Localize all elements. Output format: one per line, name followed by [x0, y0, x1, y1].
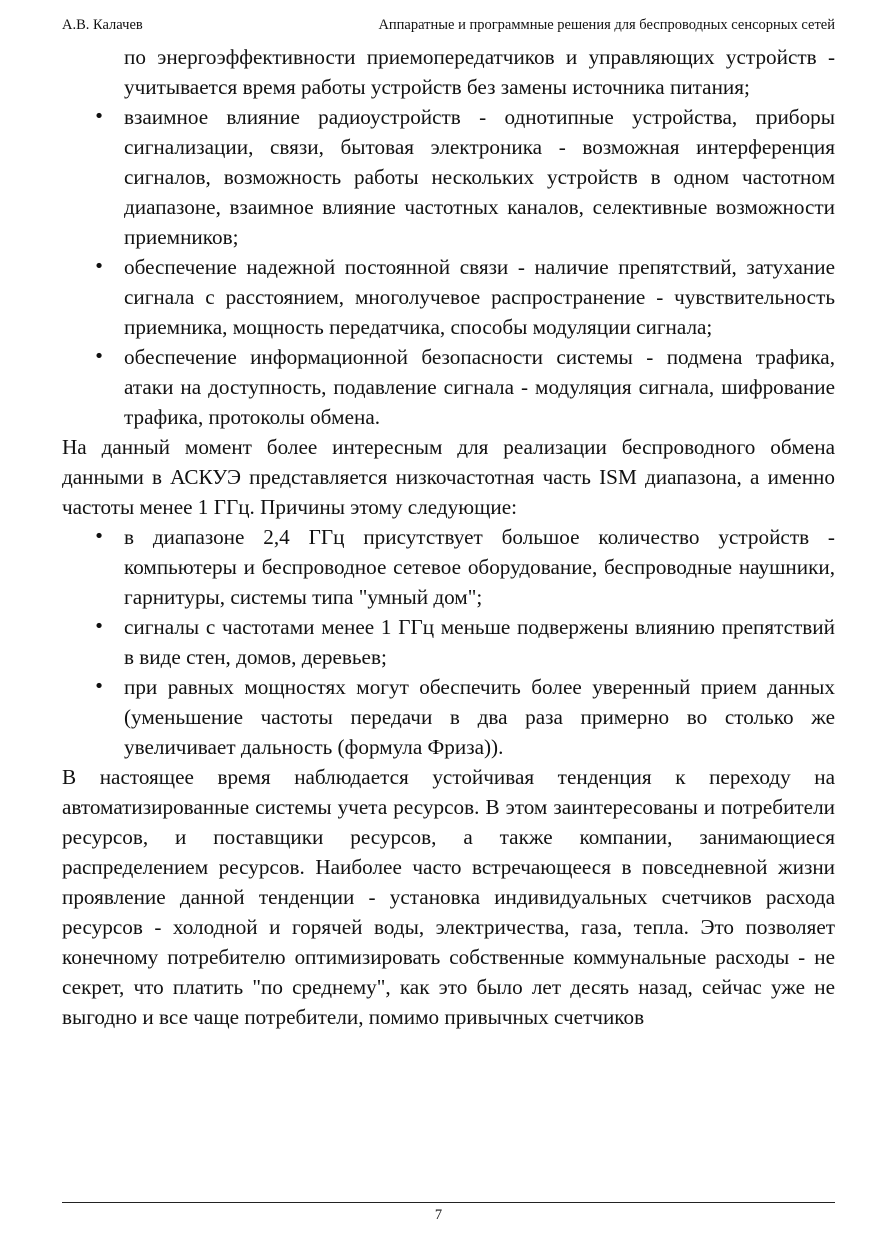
bullet-icon: •	[93, 256, 105, 277]
list-item	[93, 252, 835, 342]
list-item	[93, 612, 835, 672]
footer-divider	[62, 1202, 835, 1203]
list-item	[93, 522, 835, 612]
paragraph-frequency-choice: На данный момент более интересным для реализации беспроводного обмена данными в АСКУЭ представляется низкочастотная часть ISM диапазона, а именно частоты менее 1 ГГц. Причины этому следующие:	[62, 435, 835, 519]
list-item-text: в диапазоне 2,4 ГГц присутствует большое количество устройств - компьютеры и беспроводное сетевое оборудование, беспроводные наушники, гарнитуры, системы типа "умный дом";	[124, 525, 835, 609]
header-author: А.В. Калачев	[62, 17, 143, 33]
list-item	[93, 672, 835, 762]
reasons-list	[62, 522, 835, 762]
bullet-icon: •	[93, 616, 105, 637]
list-item-text: сигналы с частотами менее 1 ГГц меньше подвержены влиянию препятствий в виде стен, домов, деревьев;	[124, 615, 835, 669]
page-header	[62, 15, 835, 35]
header-title: Аппаратные и программные решения для беспроводных сенсорных сетей	[378, 17, 835, 33]
list-item-text: обеспечение информационной безопасности системы - подмена трафика, атаки на доступность, подавление сигнала - модуляция сигнала, шифрование трафика, протоколы обмена.	[124, 345, 835, 429]
list-item-text: при равных мощностях могут обеспечить более уверенный прием данных (уменьшение частоты передачи в два раза примерно во столько же увеличивает дальность (формула Фриза)).	[124, 675, 835, 759]
list-item-text: по энергоэффективности приемопередатчиков и управляющих устройств - учитывается время работы устройств без замены источника питания;	[124, 45, 835, 99]
bullet-icon: •	[93, 676, 105, 697]
requirements-list	[62, 42, 835, 432]
page-body	[62, 42, 835, 1032]
bullet-icon: •	[93, 526, 105, 547]
page-number: 7	[434, 1207, 443, 1223]
list-item-text: обеспечение надежной постоянной связи - наличие препятствий, затухание сигнала с расстоянием, многолучевое распространение - чувствительность приемника, мощность передатчика, способы модуляции сигнала;	[124, 255, 835, 339]
list-item-continuation	[124, 42, 835, 102]
list-item	[93, 342, 835, 432]
paragraph-metering-trend: В настоящее время наблюдается устойчивая тенденция к переходу на автоматизированные системы учета ресурсов. В этом заинтересованы и потребители ресурсов, и поставщики ресурсов, а также компании, занимающиеся распределением ресурсов. Наиболее часто встречающееся в повседневной жизни проявление данной тенденции - установка индивидуальных счетчиков расхода ресурсов - холодной и горячей воды, электричества, газа, тепла. Это позволяет конечному потребителю оптимизировать собственные коммунальные расходы - не секрет, что платить "по среднему", как это было лет десять назад, сейчас уже не выгодно и все чаще потребители, помимо привычных счетчиков	[62, 765, 835, 1029]
bullet-icon: •	[93, 106, 105, 127]
list-item	[93, 102, 835, 252]
list-item-text: взаимное влияние радиоустройств - однотипные устройства, приборы сигнализации, связи, бытовая электроника - возможная интерференция сигналов, возможность работы нескольких устройств в одном частотном диапазоне, взаимное влияние частотных каналов, селективные возможности приемников;	[124, 105, 835, 249]
bullet-icon: •	[93, 346, 105, 367]
